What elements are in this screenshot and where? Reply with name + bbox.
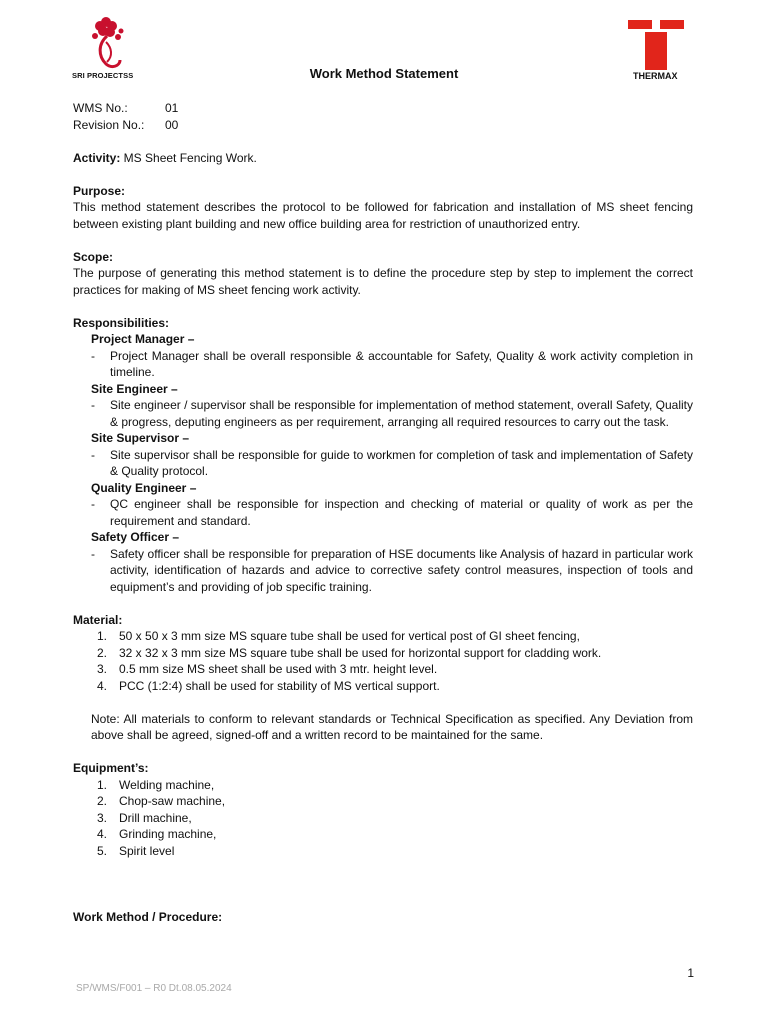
equipment-item-text: Chop-saw machine,	[119, 794, 226, 808]
role-project-manager-item	[73, 348, 693, 381]
responsibilities-heading: Responsibilities:	[73, 315, 170, 330]
activity-value: MS Sheet Fencing Work.	[120, 150, 257, 165]
revision-number-row	[73, 117, 693, 134]
material-item-text: PCC (1:2:4) shall be used for stability of MS vertical support.	[119, 678, 440, 693]
equipment-list-item	[73, 810, 693, 827]
document-title: Work Method Statement	[309, 66, 459, 81]
equipment-list-item	[73, 843, 693, 860]
list-number: 2.	[97, 794, 108, 808]
thermax-emblem-icon	[628, 20, 688, 70]
activity-label: Activity:	[73, 150, 121, 165]
bullet-dash: -	[91, 447, 95, 462]
thermax-brand-text: THERMAX	[633, 71, 678, 81]
equipment-list-item	[73, 793, 693, 810]
material-note: Note: All materials to conform to relevant standards or Technical Specification as specified. Any Deviation from above shall be agreed, signed-off and a written record to be maintained for the same.	[91, 711, 693, 742]
role-site-supervisor-text: Site supervisor shall be responsible for guide to workmen for completion of task and implementation of Safety & Quality protocol.	[110, 447, 693, 478]
document-code-footer: SP/WMS/F001 – R0 Dt.08.05.2024	[76, 983, 232, 994]
list-number: 3.	[97, 662, 108, 676]
material-item-text: 32 x 32 x 3 mm size MS square tube shall be used for horizontal support for cladding work.	[119, 645, 602, 660]
equipment-item-text: Welding machine,	[119, 777, 215, 792]
role-quality-engineer-text: QC engineer shall be responsible for inspection and checking of material or quality of work as per the requirement and standard.	[110, 497, 693, 528]
material-list-item	[73, 661, 693, 678]
material-list-item	[73, 678, 693, 695]
role-site-engineer-text: Site engineer / supervisor shall be responsible for implementation of method statement, overall Safety, Quality & progress, deputing engineers as per requirement, arranging all required resources to carry out the task.	[110, 398, 693, 429]
material-list-item	[73, 645, 693, 662]
list-number: 1.	[97, 777, 108, 792]
list-number: 2.	[97, 645, 108, 660]
sri-projectss-brand-text: SRI PROJECTSS	[72, 71, 134, 80]
material-item-text: 0.5 mm size MS sheet shall be used with 3 mtr. height level.	[119, 662, 438, 676]
role-quality-engineer-item	[73, 496, 693, 529]
equipment-list-item	[73, 826, 693, 843]
role-safety-officer-title: Safety Officer –	[91, 530, 180, 544]
role-site-supervisor-title: Site Supervisor –	[91, 431, 190, 445]
bullet-dash: -	[91, 497, 95, 511]
material-item-text: 50 x 50 x 3 mm size MS square tube shall be used for vertical post of GI sheet fencing,	[119, 629, 580, 643]
list-number: 3.	[97, 810, 108, 825]
activity-line	[73, 150, 693, 167]
role-project-manager-title: Project Manager –	[91, 332, 195, 346]
scope-heading: Scope:	[73, 249, 114, 264]
flower-emblem-icon	[76, 14, 146, 74]
bullet-dash: -	[91, 546, 95, 561]
bullet-dash: -	[91, 348, 95, 363]
page-number: 1	[687, 966, 694, 980]
revision-number-label: Revision No.:	[73, 117, 145, 132]
role-project-manager-text: Project Manager shall be overall responsible & accountable for Safety, Quality & work activity completion in timeline.	[110, 348, 693, 379]
purpose-text: This method statement describes the protocol to be followed for fabrication and installation of MS sheet fencing between existing plant building and new office building area for restriction of unauthorized entry.	[73, 200, 693, 231]
bullet-dash: -	[91, 398, 95, 412]
procedure-heading: Work Method / Procedure:	[73, 909, 223, 924]
equipment-heading: Equipment’s:	[73, 761, 149, 775]
revision-number-value: 00	[165, 117, 179, 132]
wms-number-value: 01	[165, 101, 179, 115]
role-site-supervisor-item	[73, 447, 693, 480]
equipment-list-item	[73, 777, 693, 794]
equipment-item-text: Drill machine,	[119, 810, 192, 825]
role-quality-engineer-title: Quality Engineer –	[91, 480, 197, 495]
purpose-heading: Purpose:	[73, 183, 126, 198]
scope-text: The purpose of generating this method statement is to define the procedure step by step to implement the correct practices for making of MS sheet fencing work activity.	[73, 266, 693, 297]
role-safety-officer-item	[73, 546, 693, 596]
thermax-logo	[628, 20, 688, 86]
material-list-item	[73, 628, 693, 645]
wms-number-label: WMS No.:	[73, 101, 128, 115]
role-safety-officer-text: Safety officer shall be responsible for preparation of HSE documents like Analysis of hazard in particular work activity, identification of hazards and advice to corrective safety control measures, inspection of tools and equipment’s and providing of job specific training.	[110, 546, 693, 594]
document-body	[73, 100, 693, 925]
role-site-engineer-item	[73, 397, 693, 430]
wms-number-row	[73, 100, 693, 117]
role-site-engineer-title: Site Engineer –	[91, 381, 178, 396]
list-number: 5.	[97, 843, 108, 858]
list-number: 1.	[97, 629, 108, 643]
material-heading: Material:	[73, 612, 123, 627]
list-number: 4.	[97, 678, 108, 693]
list-number: 4.	[97, 827, 108, 841]
equipment-item-text: Grinding machine,	[119, 827, 217, 841]
equipment-item-text: Spirit level	[119, 843, 175, 858]
